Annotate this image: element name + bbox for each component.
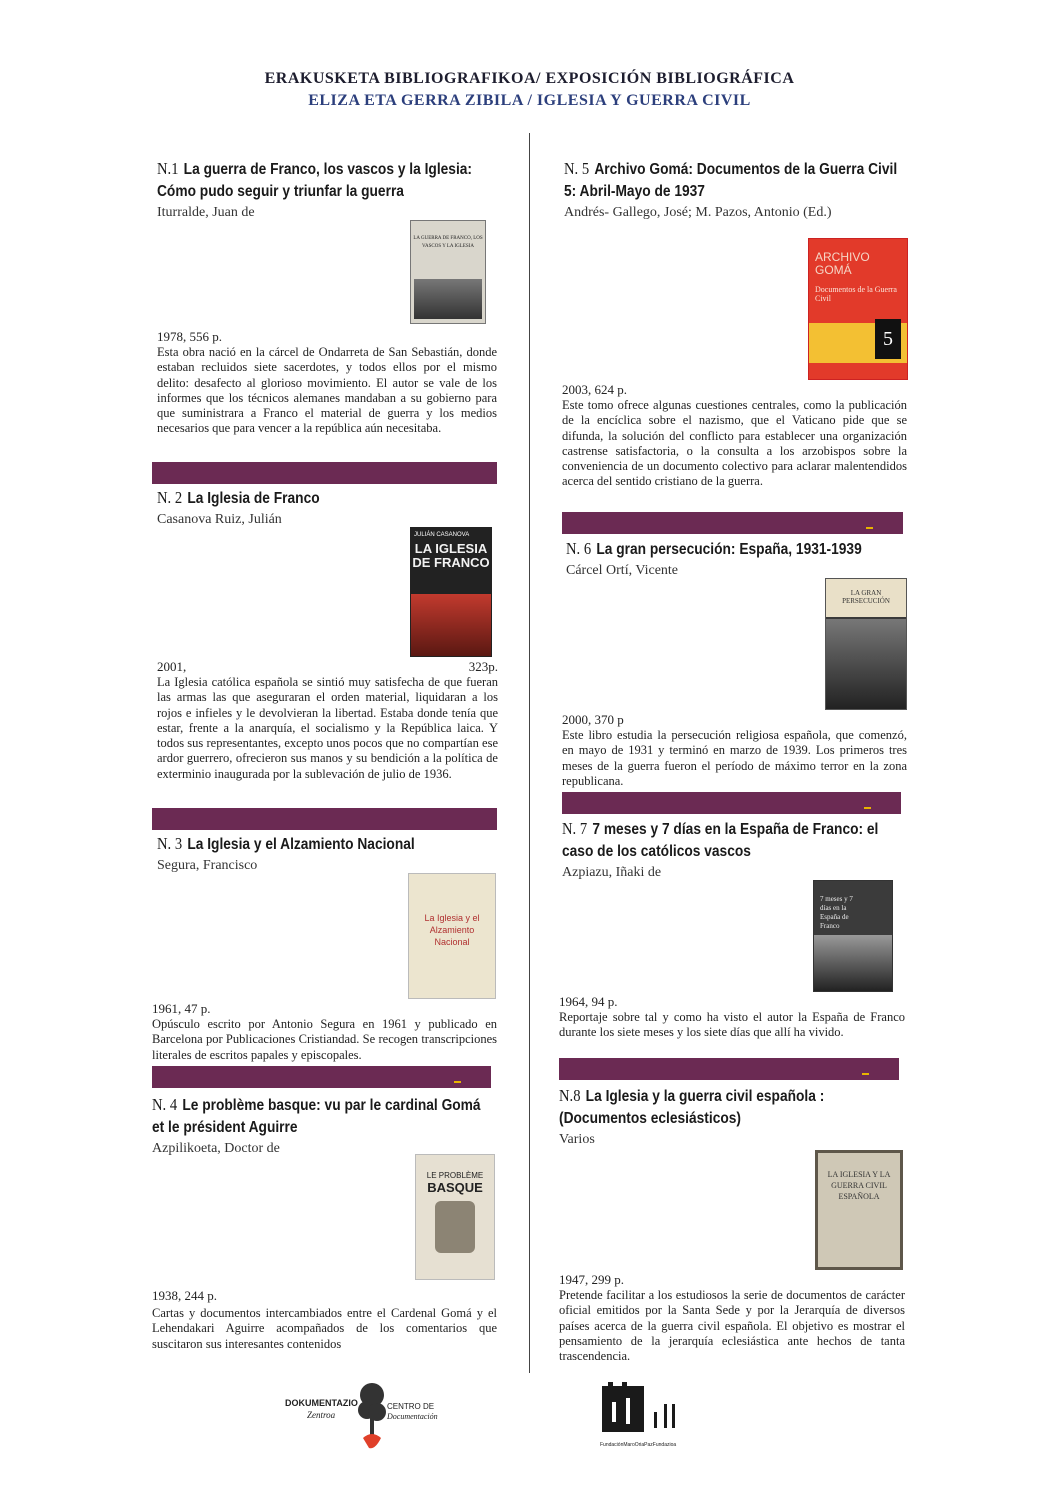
header-line-1: ERAKUSKETA BIBLIOGRAFIKOA/ EXPOSICIÓN BIBLIOGRÁFICA — [264, 70, 795, 87]
entry-1 — [157, 158, 557, 223]
entry-pub: 2000, 370 p — [562, 712, 624, 727]
entry-desc: Este tomo ofrece algunas cuestiones centrales, como la publicación de la encíclica sobre el nazismo, que el Vaticano pide que se difunda, la solución del conflicto para establecer una organización castrense satisfactoria, o la consulta a los arzobispos sobre la conveniencia de un documento colectivo para aclarar malentendidos acerca del sentido cristiano de la guerra. — [562, 398, 907, 489]
entry-title: N. 6 La gran persecución: España, 1931-1939 — [566, 539, 862, 558]
entry-pub: 1947, 299 p. — [559, 1272, 624, 1287]
entry-author: Azpiazu, Iñaki de — [562, 865, 662, 880]
entry-pub: 1978, 556 p. — [157, 329, 222, 344]
entry-pub: 1938, 244 p. — [152, 1288, 217, 1303]
entry-4 — [152, 1094, 552, 1159]
entry-desc: Este libro estudia la persecución religiosa española, que comenzó, en mayo de 1931 y terminó en marzo de 1939. Los primeros tres meses de la guerra fueron el período de máximo terror en la zona republicana. — [562, 728, 907, 788]
book-cover-5: ARCHIVO GOMÁ Documentos de la Guerra Civil 5 — [808, 238, 908, 380]
entry-pub: 1961, 47 p. — [152, 1001, 211, 1016]
foundation-logo: FundaciónMaroOriaPazFundazioa — [600, 1382, 705, 1462]
entry-desc: Esta obra nació en la cárcel de Ondarreta de San Sebastián, donde estaban recluidos siete sacerdotes, y todos ellos por el mismo delito: desafecto al glorioso movimiento. El autor se vale de los informes que los técnicos alemanes mandaban a su gobierno para que suministrara a Franco el material de guerra y los medios necesarios que para vencer a la república aún necesitaba. — [157, 345, 497, 436]
entry-5 — [564, 158, 964, 223]
book-cover-8: LA IGLESIA Y LA GUERRA CIVIL ESPAÑOLA — [815, 1150, 903, 1270]
entry-author: Cárcel Ortí, Vicente — [566, 563, 679, 578]
separator-bar — [152, 808, 497, 830]
separator-bar — [152, 1066, 491, 1088]
foundation-mark-icon — [600, 1382, 700, 1437]
book-cover-7: 7 meses y 7 días en la España de Franco — [813, 880, 893, 992]
book-cover-1: LA GUERRA DE FRANCO, LOS VASCOS Y LA IGLESIA — [410, 220, 486, 324]
entry-8 — [559, 1085, 959, 1150]
tree-icon — [357, 1380, 387, 1450]
entry-3 — [157, 833, 557, 876]
column-divider — [529, 133, 530, 1373]
entry-7 — [562, 818, 962, 883]
dokumentazio-zentroa-logo: DOKUMENTAZIO Zentroa CENTRO DE Documentación — [285, 1380, 490, 1462]
entry-author: Azpilikoeta, Doctor de — [152, 1141, 280, 1156]
entry-title: N. 3 La Iglesia y el Alzamiento Nacional — [157, 834, 415, 853]
entry-title: N. 4 Le problème basque: vu par le cardinal Gomá et le président Aguirre — [152, 1095, 481, 1136]
book-cover-6: LA GRAN PERSECUCIÓN — [825, 578, 907, 710]
header-line-2: ELIZA ETA GERRA ZIBILA / IGLESIA Y GUERRA CIVIL — [308, 92, 751, 109]
book-cover-2: JULIÁN CASANOVA LA IGLESIA DE FRANCO — [410, 527, 492, 657]
entry-author: Varios — [559, 1132, 595, 1147]
entry-author: Andrés- Gallego, José; M. Pazos, Antonio (Ed.) — [564, 205, 832, 220]
separator-bar — [152, 462, 497, 484]
book-cover-3: La Iglesia y el Alzamiento Nacional — [408, 873, 496, 999]
entry-pub: 2001, — [157, 659, 187, 674]
entry-title: N.1 La guerra de Franco, los vascos y la Iglesia: Cómo pudo seguir y triunfar la guerra — [157, 159, 473, 200]
entry-title: N.8 La Iglesia y la guerra civil española : (Documentos eclesiásticos) — [559, 1086, 825, 1127]
entry-title: N. 2 La Iglesia de Franco — [157, 488, 320, 507]
entry-desc: Opúsculo escrito por Antonio Segura en 1961 y publicado en Barcelona por Publicaciones Cristiandad. Se recogen transcripciones literales de escritos papales y episcopales. — [152, 1017, 497, 1062]
entry-pub: 1964, 94 p. — [559, 994, 618, 1009]
separator-bar — [562, 512, 903, 534]
separator-bar — [562, 792, 901, 814]
entry-desc: La Iglesia católica española se sintió muy satisfecha de que fueran las armas las que aseguraran el orden material, liquidaran a los rojos e infieles y le devolvieran la libertad. Estaba donde tenía que estar, frente a la anarquía, el socialismo y la República laica. Y todos sus representantes, excepto unos pocos que no compartían ese ardor guerrero, ofrecieron sus manos y su bendición a la política de exterminio inaugurada por la sublevación de julio de 1936. — [157, 675, 498, 781]
separator-bar — [559, 1058, 899, 1080]
entry-pub: 2003, 624 p. — [562, 382, 627, 397]
entry-6 — [566, 538, 966, 581]
entry-2 — [157, 487, 557, 530]
entry-desc: Pretende facilitar a los estudiosos la serie de documentos de carácter oficial emitidos por la Santa Sede y por la Jerarquía de diversos países acerca de la guerra civil española. El objetivo es mostrar el pensamiento de la jerarquía eclesiástica ante hechos de tanta trascendencia. — [559, 1288, 905, 1364]
entry-author: Casanova Ruiz, Julián — [157, 512, 282, 527]
entry-title: N. 5 Archivo Gomá: Documentos de la Guerra Civil 5: Abril-Mayo de 1937 — [564, 159, 898, 200]
entry-author: Iturralde, Juan de — [157, 205, 255, 220]
book-cover-4: LE PROBLÈME BASQUE — [415, 1154, 495, 1280]
entry-title: N. 7 7 meses y 7 días en la España de Franco: el caso de los católicos vascos — [562, 819, 879, 860]
entry-author: Segura, Francisco — [157, 858, 258, 873]
entry-desc: Reportaje sobre tal y como ha visto el autor la España de Franco durante los siete meses y los siete días que allí ha vivido. — [559, 1010, 905, 1040]
entry-pages: 323p. — [468, 659, 498, 674]
entry-desc: Cartas y documentos intercambiados entre el Cardenal Gomá y el Lehendakari Aguirre acompañados de los comentarios que suscitaron sus interesantes contenidos — [152, 1306, 497, 1351]
